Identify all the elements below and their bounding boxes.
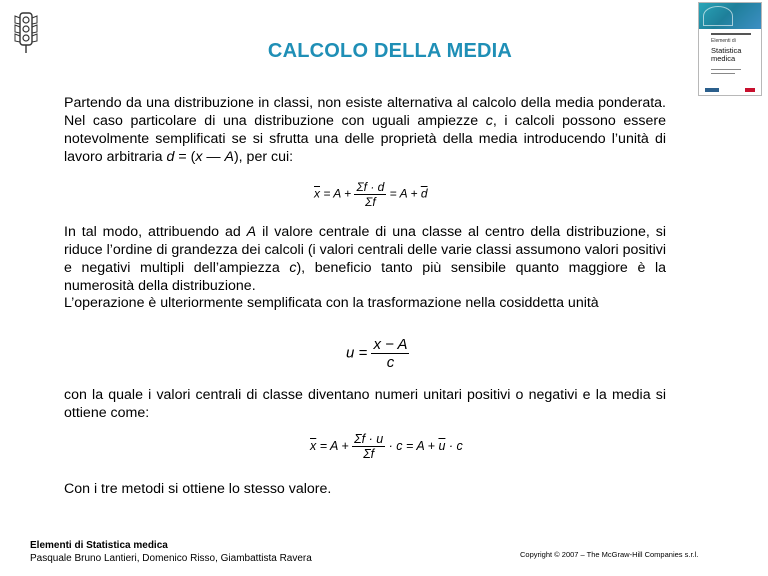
- cover-rule-3: [711, 73, 735, 74]
- slide-title: CALCOLO DELLA MEDIA: [267, 40, 513, 62]
- cover-rule: [711, 33, 751, 35]
- publisher-mark: [745, 88, 755, 92]
- formula-unit-transform: u = $\frac{x - A}{c}$: [346, 336, 408, 371]
- explanation-paragraph: In tal modo, attribuendo ad A il valore centrale di una classe al centro della distribuzione, si riduce l’ordine di grandezza dei calcoli (i valori centrali delle varie classi assumono valori positivi e negativi multipli dell’ampiezza c), beneficio tanto più sensibile quanto maggiore è la numerosità della distribuzione.: [64, 224, 666, 294]
- formula1-xbar: $\overline{x}$: [314, 186, 320, 201]
- cover-title-line2: medica: [711, 54, 736, 63]
- publisher-logo: [705, 88, 719, 92]
- formula1-dbar: $\overline{d}$: [420, 186, 428, 201]
- unit-paragraph: con la quale i valori centrali di classe diventano numeri unitari positivi o negativi e la media si ottiene come:: [64, 387, 666, 421]
- cover-title: [711, 47, 741, 63]
- cover-title-line1: Statistica: [711, 46, 742, 55]
- traffic-light-logo-icon: [14, 12, 38, 54]
- cover-label: Elementi di: [711, 38, 736, 44]
- book-cover-image: [698, 2, 762, 96]
- cover-decoration: [703, 6, 733, 26]
- cover-rule-2: [711, 69, 741, 70]
- intro-paragraph: Partendo da una distribuzione in classi, non esiste alternativa al calcolo della media ponderata. Nel caso particolare di una distribuzione con uguali ampiezze c, i calcoli possono essere notevolmente semplificati se si sfrutta una delle proprietà della media introducendo l’unità di lavoro arbitraria d = (x — A), per cui:: [64, 95, 666, 165]
- formula3-fraction: $\frac{\Sigma f \cdot u}{\Sigma f}$: [354, 432, 384, 461]
- formula3-xbar: $\overline{x}$: [310, 438, 317, 453]
- formula2-fraction: $\frac{x - A}{c}$: [373, 336, 408, 371]
- formula1-fraction: $\frac{\Sigma f \cdot d}{\Sigma f}$: [356, 180, 385, 209]
- conclusion-paragraph: Con i tre metodi si ottiene lo stesso valore.: [64, 481, 332, 497]
- footer-authors: Pasquale Bruno Lantieri, Domenico Risso, Giambattista Ravera: [30, 553, 312, 564]
- formula-mean-units: $\overline{x} = A$ + $\frac{\Sigma f \cdot u}{\Sigma f}$ · $c = A + \overline{u} \cdot c$: [310, 432, 463, 461]
- formula-working-unit: $\overline{x} = A$ + $\frac{\Sigma f \cdot d}{\Sigma f}$ = $A + \overline{d}$: [314, 180, 428, 209]
- footer-copyright: Copyright © 2007 – The McGraw-Hill Companies s.r.l.: [520, 550, 699, 559]
- transformation-paragraph: L’operazione è ulteriormente semplificata con la trasformazione nella cosiddetta unità: [64, 295, 599, 311]
- formula3-ubar: $\overline{u}$: [438, 438, 446, 453]
- footer-book-title: Elementi di Statistica medica: [30, 540, 168, 551]
